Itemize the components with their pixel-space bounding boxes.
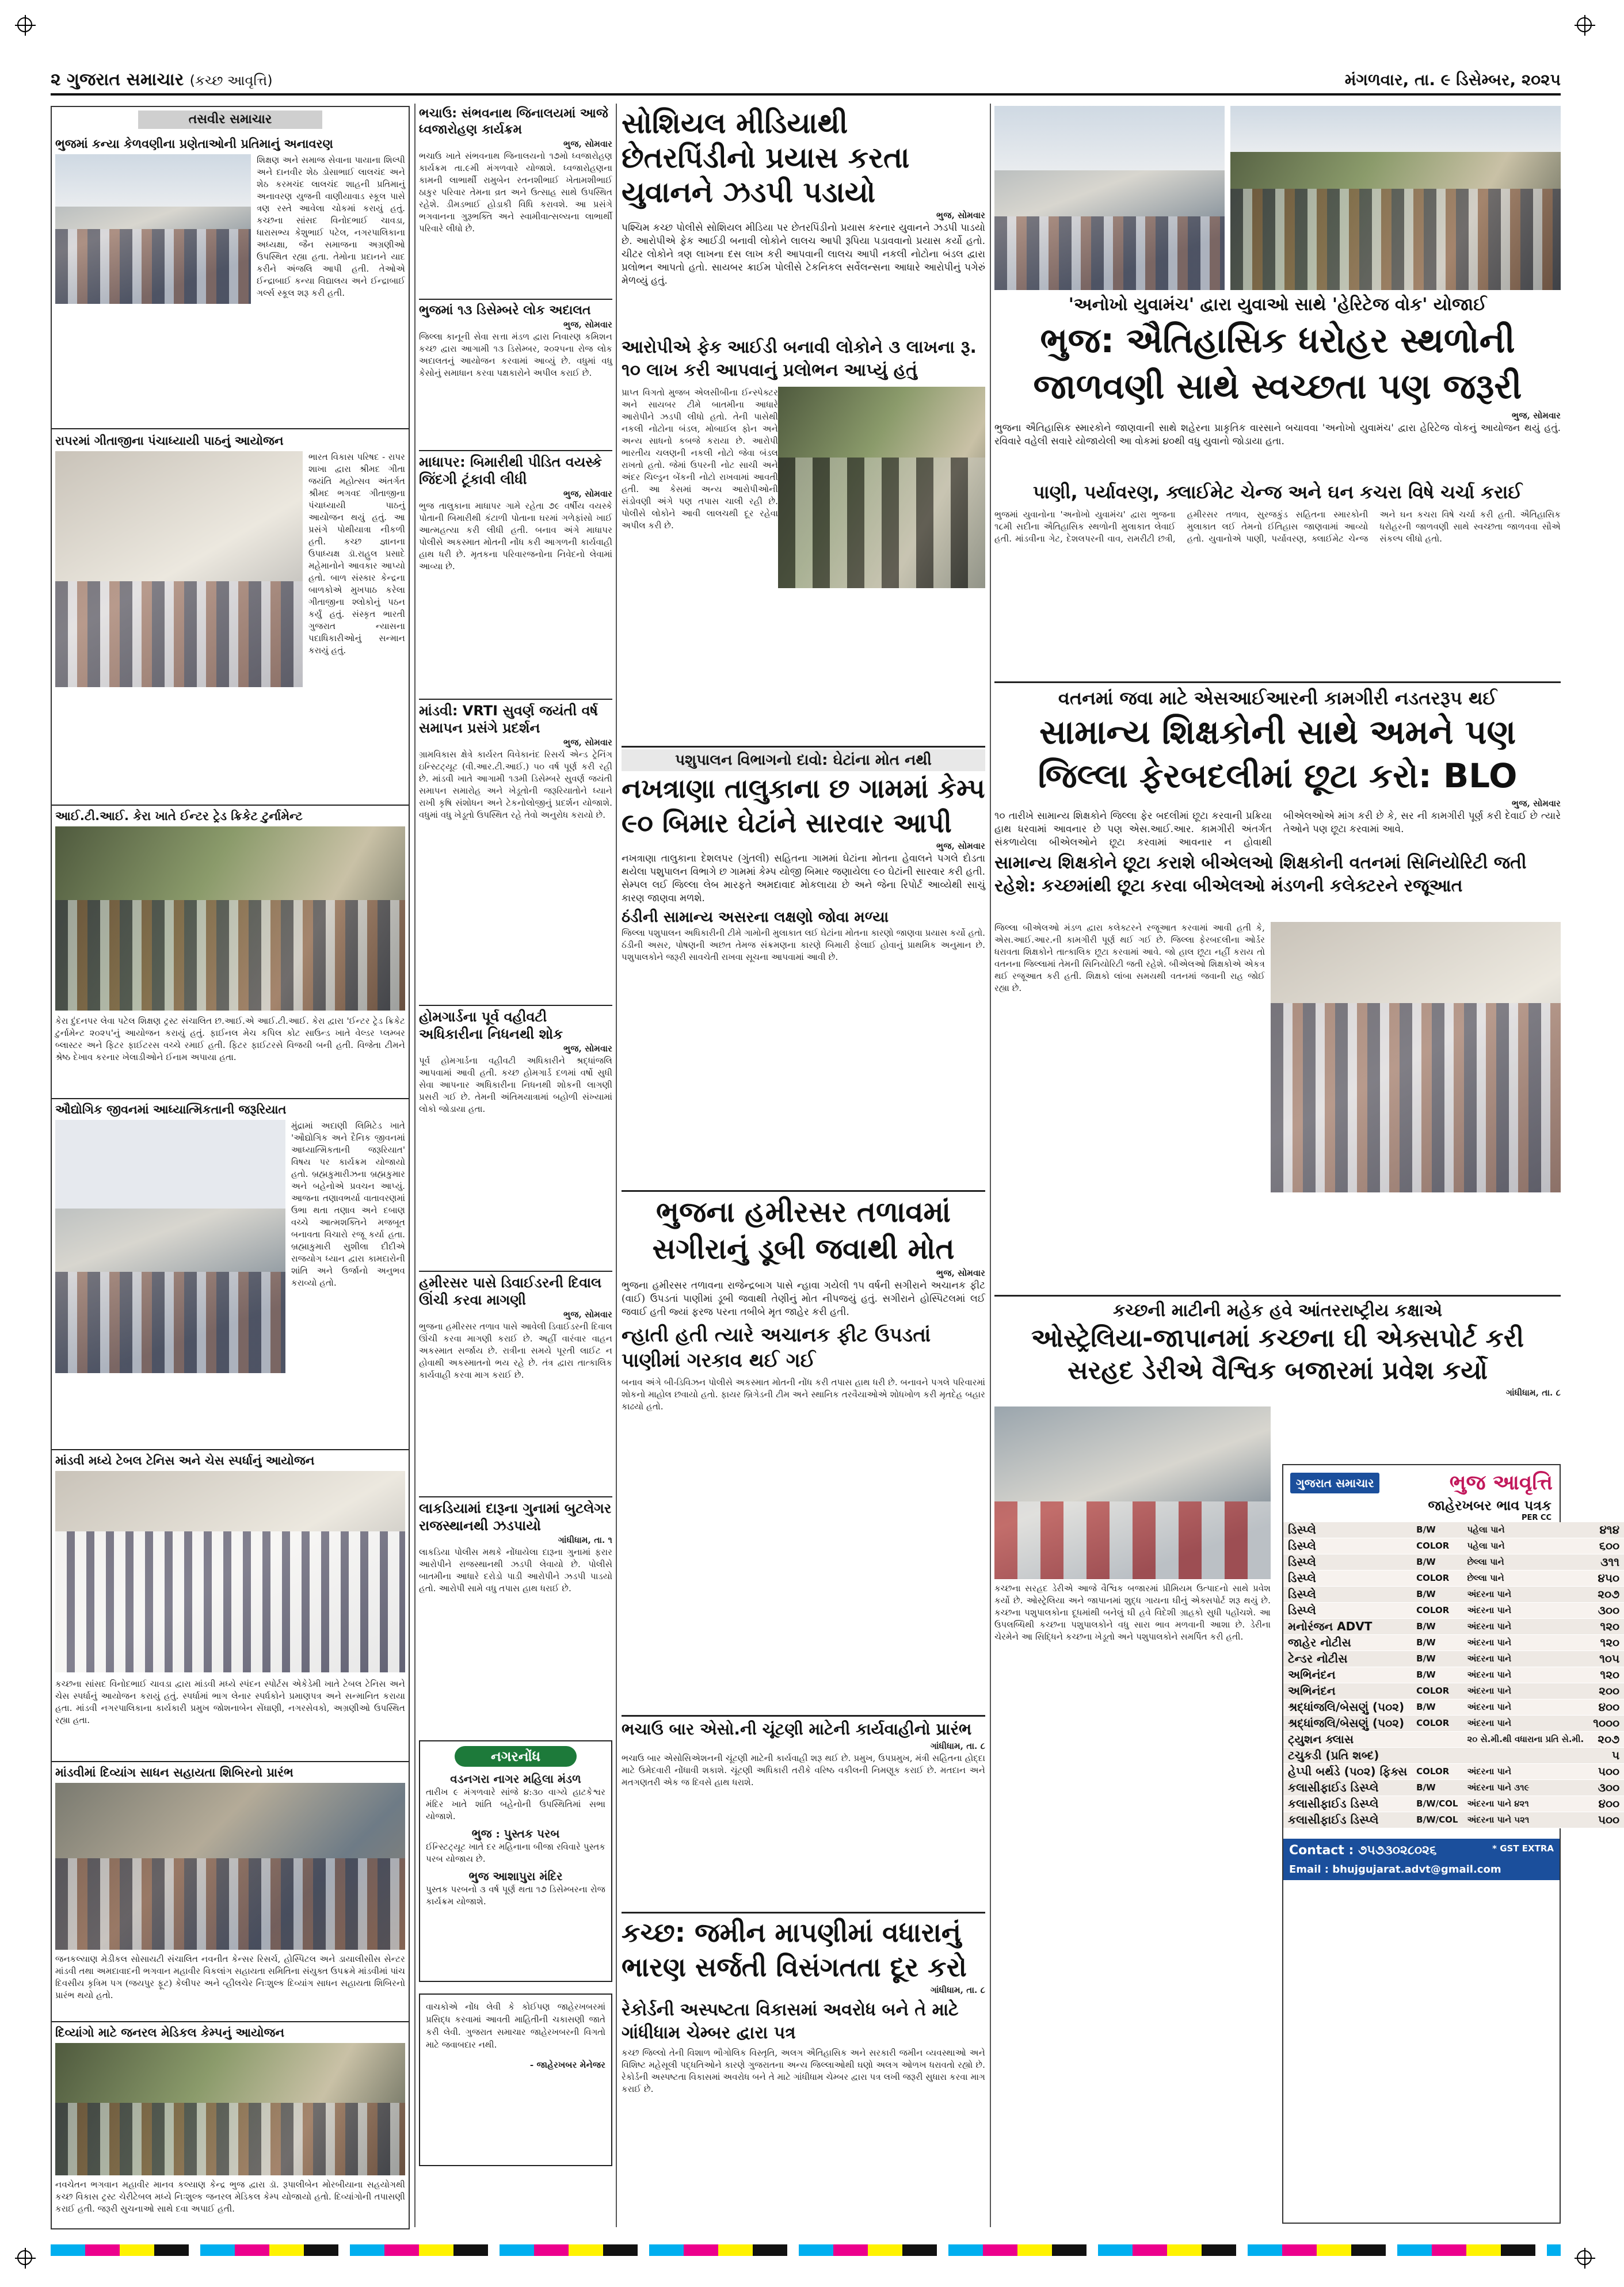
story-social-media-fraud [622,106,985,348]
headline: ભુજમાં કન્યા કેળવણીના પ્રણેતાઓની પ્રતિમાનું અનાવરણ [55,137,333,151]
story-table-tennis [55,1453,405,1758]
rate-price: ૨૦૦ [1588,1683,1624,1699]
rate-type: B/W [1412,1554,1462,1571]
color-calibration-bar [51,2244,1561,2256]
nagar-nondh-box [419,1740,612,1982]
rate-row [1283,1554,1624,1571]
rate-category: ડિસ્પ્લે [1283,1587,1412,1603]
rate-page: પહેલા પાને [1462,1522,1588,1538]
rate-type: COLOR [1412,1603,1462,1619]
news-photo-heritage-group [1230,106,1561,290]
rate-category: ટ્યુશન ક્લાસ [1283,1732,1412,1748]
rate-type: COLOR [1412,1683,1462,1699]
rate-price: ૩૦૦ [1588,1780,1624,1796]
byline: ભુજ, સોમવાર [936,841,985,851]
story-body: ભુજના હમીરસર તળાવના રાજેન્દ્રબાગ પાસે ન્હાવા ગયેલી ૧૫ વર્ષની સગીરાને અચાનક ફીટ (વાઈ) ઉપડતાં પાણીમાં ડૂબી જવાથી તેણીનું મોત નીપજયું હતું. સગીરાને હોસ્પિટલમાં લઈ જવાઈ હતી જ્યાં ફરજ પરના તબીબે મૃત જાહેર કરી હતી. [622,1280,985,1318]
story-body: લાકડિયા પોલીસ મથકે નોંધાયેલા દારૂના ગુનામાં ફરાર આરોપીને રાજસ્થાનથી ઝડપી લેવાયો છે. પોલીસે બાતમીના આધારે દરોડો પાડી આરોપીને ઝડપી પાડયો હતો. આરોપી સામે વધુ તપાસ હાથ ધરાઈ છે. [419,1547,612,1594]
sub-headline: સામાન્ય શિક્ષકોને છૂટા કરાશે બીએલઓ શિક્ષકોની વતનમાં સિનિયોરિટી જતી રહેશે: કચ્છમાંથી છૂટા કરવા બીએલઓ મંડળની કલેક્ટરને રજૂઆત [994,853,1527,896]
news-photo [55,1471,405,1672]
story-body-continued: પ્રાપ્ત વિગતો મુજબ એલસીબીના ઈન્સ્પેક્ટર અને સાયબર ટીમે બાતમીના આધારે આરોપીને ઝડપી લીધો હતો. તેની પાસેથી નકલી નોટોના બંડલ, મોબાઈલ ફોન અને અન્ય સાધનો કબજે કરાયા છે. આરોપી ભારતીય ચલણની નકલી નોટો જેવા બંડલ રાખતો હતો. જેમાં ઉપરની નોટ સાચી અને અંદર ચિલ્ડ્રન બેંકની નોટો રાખવામાં આવતી હતી. આ કેસમાં અન્ય આરોપીઓની સંડોવણી અંગે પણ તપાસ ચાલી રહી છે. પોલીસે લોકોને આવી લાલચથી દૂર રહેવા અપીલ કરી છે. [622,387,778,531]
rate-row [1283,1635,1624,1651]
rate-category: ડિસ્પ્લે [1283,1538,1412,1554]
rate-type: B/W [1412,1522,1462,1538]
rate-type [1412,1748,1462,1764]
rate-price: ૪૧૪ [1588,1522,1624,1538]
story-lok-adalat [419,303,612,447]
kicker: વતનમાં જવા માટે એસઆઈઆરની કામગીરી નડતરરૂપ થઈ [1058,687,1497,709]
rate-page: ૨૦ સે.મી.થી વધારાના પ્રતિ સે.મી. [1462,1732,1588,1748]
rate-row [1283,1796,1624,1812]
rate-category: ટેન્ડર નોટીસ [1283,1651,1412,1667]
story-sheep-camp [622,749,985,1187]
story-medical-camp [55,2025,405,2226]
sub-headline: આરોપીએ ફેક આઈડી બનાવી લોકોને ૩ લાખના રૂ. ૧૦ લાખ કરી આપવાનું પ્રલોભન આપ્યું હતું [622,337,977,380]
story-body: જિલ્લા બીએલઓ મંડળ દ્વારા કલેક્ટરને રજૂઆત કરવામાં આવી હતી કે, એસ.આઈ.આર.ની કામગીરી પૂર્ણ થઈ ગઈ છે. જિલ્લા ફેરબદલીના ઓર્ડર ધરાવતા શિક્ષકોને તાત્કાલિક છૂટા કરવામાં આવે. જો હાલ છૂટા નહીં કરાય તો વતનના જિલ્લામાં તેમની સિનિયોરિટી જતી રહેશે. બીએલઓ શિક્ષકોએ એકત્ર થઈ રજૂઆત કરી હતી. શિક્ષકો લાંબા સમયથી વતનમાં જવાની રાહ જોઈ રહ્યા છે. [994,923,1265,993]
story-body: કચ્છના સાંસદ વિનોદભાઈ ચાવડા દ્વારા માંડવી મધ્યે સ્પંદન સ્પોર્ટસ એકેડેમી ખાતે ટેબલ ટેનિસ અને ચેસ સ્પર્ધાનું આયોજન કરાયું હતું. સ્પર્ધામાં ભાગ લેનાર સ્પર્ધકોને પ્રમાણપત્ર અને સન્માનિત કરાયા હતા. માંડવી નગરપાલિકાના કાર્યકારી પ્રમુખ જોશનાબેન સેંઘાણી, નગરસેવકો, અગ્રણીઓ ઉપસ્થિત રહ્યા હતા. [55,1679,405,1725]
headline: નખત્રાણા તાલુકાના છ ગામમાં કેમ્પ ૯૦ બિમાર ઘેટાંને સારવાર આપી [622,773,985,838]
news-photo [55,826,405,1011]
byline: ભુજ, સોમવાર [563,1043,612,1054]
story-body: પૂર્વ હોમગાર્ડના વહીવટી અધિકારીને શ્રદ્ધાંજલિ આપવામાં આવી હતી. કચ્છ હોમગાર્ડ દળમાં વર્ષો સુધી સેવા આપનાર અધિકારીના નિધનથી શોકની લાગણી પ્રસરી ગઈ છે. તેમની અંતિમયાત્રામાં બહોળી સંખ્યામાં લોકો જોડાયા હતા. [419,1055,612,1114]
contact-phone: ૭૫૭૩૦૨૮૦૨૬ [1358,1843,1437,1858]
headline: ભુજના હમીરસર તળાવમાં સગીરાનું ડૂબી જવાથી મોત [652,1195,955,1266]
page-date: મંગળવાર, તા. ૯ ડિસેમ્બર, ૨૦૨૫ [1344,70,1561,89]
rate-page: અંદરના પાને ૫૨૧ [1462,1812,1588,1828]
byline: ગાંધીધામ, તા. ૧ [558,1535,612,1545]
rate-type: COLOR [1412,1716,1462,1732]
rate-price: ૪૫૦ [1588,1571,1624,1587]
notice-text: ઈન્સ્ટિટ્યૂટ ખાતે દર મહિનાના બીજા રવિવારે પુસ્તક પરબ યોજાય છે. [426,1842,605,1864]
byline: ભુજ, સોમવાર [563,319,612,330]
news-photo-dairy [994,1406,1271,1579]
headline: માંડવીમાં દિવ્યાંગ સાધન સહાયતા શિબિરનો પ્રારંભ [55,1766,293,1779]
byline: ભુજ, સોમવાર [936,210,985,220]
rate-row [1283,1683,1624,1699]
rate-price: ૪૦૦ [1588,1699,1624,1716]
byline: ગાંધીધામ, તા. ૮ [930,1985,985,1995]
rate-page: પહેલા પાને [1462,1538,1588,1554]
disclaimer-text: વાચકોએ નોંધ લેવી કે કોઈપણ જાહેરખબરમાં પ્રસિદ્ધ કરવામાં આવતી માહિતીની ચકાસણી જાતે કરી લેવી. ગુજરાત સમાચાર જાહેરખબરની વિગતો માટે જવાબદાર નથી. [426,2002,605,2050]
per-cc-label: PER CC [1521,1514,1551,1522]
rate-row [1283,1571,1624,1587]
rate-type: COLOR [1412,1764,1462,1780]
column-divider [990,104,991,2227]
gst-note: * GST EXTRA [1492,1843,1554,1854]
edition-label: (કચ્છ આવૃત્તિ) [189,73,273,89]
headline: માંડવી: VRTI સુવર્ણ જયંતી વર્ષ સમાપન પ્રસંગે પ્રદર્શન [419,703,598,736]
email-address[interactable]: bhujgujarat.advt@gmail.com [1332,1863,1501,1876]
rate-price: ૪૦૦ [1588,1796,1624,1812]
story-homeguard [419,1008,612,1267]
rate-card-logo: ગુજરાત સમાચાર [1290,1473,1379,1493]
headline: લાકડિયામાં દારૂના ગુનામાં બુટલેગર રાજસ્થાનથી ઝડપાયો [419,1500,612,1534]
story-divider-wall [419,1274,612,1493]
rate-page: અંદરના પાને [1462,1699,1588,1716]
byline: ગાંધીધામ, તા. ૮ [1505,1388,1561,1398]
rate-row [1283,1812,1624,1828]
byline: ભુજ, સોમવાર [563,1309,612,1320]
rate-card-subtitle: જાહેરખબર ભાવ પત્રક [1428,1497,1551,1514]
email-label: Email : [1289,1863,1329,1876]
notice-text: તારીખ ૯ મંગળવારે સાંજે ૪:૩૦ વાગ્યે હાટકેશ્વર મંદિર ખાતે શાંતિ બહેનોની ઉપસ્થિતિમાં સભા યોજાશે. [426,1787,605,1821]
rate-price: ૧૨૦ [1588,1667,1624,1683]
story-body: કચ્છના સરહદ ડેરીએ આજે વૈશ્વિક બજારમાં પ્રીમિયમ ઉત્પાદનો સાથે પ્રવેશ કર્યો છે. ઓસ્ટ્રેલિયા અને જાપાનમાં શુદ્ધ ગાયના ઘીનું એક્સપોર્ટ શરૂ થયું છે. કચ્છના પશુપાલકોના દૂધમાંથી બનેલું ઘી હવે વિદેશી ગ્રાહકો સુધી પહોંચશે. આ ઉપલબ્ધિથી કચ્છના પશુપાલકોને વધુ સારા ભાવ મળવાની આશા છે. ડેરીના ચેરમેને આ સિદ્ધિને કચ્છના ખેડૂતો અને પશુપાલકોને સમર્પિત કરી હતી. [994,1406,1271,2218]
headline: ભચાઉ બાર એસો.ની ચૂંટણી માટેની કાર્યવાહીનો પ્રારંભ [622,1720,972,1739]
story-body: ૧૦ તારીખે સામાન્ય શિક્ષકોને જિલ્લા ફેર બદલીમાં છૂટા કરવાની પ્રક્રિયા હાથ ધરવામાં આવનાર છે પણ એસ.આઈ.આર. કામગીરી અંતર્ગત સંકળાયેલા બીએલઓને છૂટા કરવામાં આવનાર ન હોવાથી બીએલઓએ માંગ કરી છે કે, સર ની કામગીરી પૂર્ણ કરી દેવાઈ છે ત્યારે તેઓને પણ છૂટા કરવામાં આવે. [994,810,1561,848]
headline: સામાન્ય શિક્ષકોની સાથે અમને પણ જિલ્લા ફેરબદલીમાં છૂટા કરો: BLO [1038,712,1518,795]
rate-row [1283,1603,1624,1619]
story-madhapar [419,453,612,695]
rate-type [1412,1732,1462,1748]
headline: ઓસ્ટ્રેલિયા-જાપાનમાં કચ્છના ઘી એક્સપોર્ટ કરી સરહદ ડેરીએ વૈશ્વિક બજારમાં પ્રવેશ કર્યો [1031,1324,1524,1385]
news-photo [55,2043,405,2175]
rate-category: અભિનંદન [1283,1683,1412,1699]
headline: ભુજમાં ૧૩ ડિસેમ્બરે લોક અદાલત [419,303,591,318]
notice-heading: ભુજ આશાપુરા મંદિર [468,1869,563,1883]
notice-heading: વડનગરા નાગર મહિલા મંડળ [450,1772,581,1786]
rate-type: COLOR [1412,1538,1462,1554]
rate-page: છેલ્લા પાને [1462,1554,1588,1571]
rate-page: અંદરના પાને [1462,1603,1588,1619]
rate-row [1283,1780,1624,1796]
rate-row [1283,1651,1624,1667]
rate-row [1283,1764,1624,1780]
story-body: ભુજના ઐતિહાસિક સ્મારકોને જાણવાની સાથે શહેરના પ્રાકૃતિક વારસાને બચાવવા 'અનોખો યુવામંચ' દ્વારા હેરિટેજ વોકનું આયોજન થયું હતું. રવિવારે વહેલી સવારે યોજાયેલી આ વોકમાં ૪૦થી વધુ યુવાનો જોડાયા હતા. [994,422,1561,447]
headline: દિવ્યાંગો માટે જનરલ મેડિકલ કેમ્પનું આયોજન [55,2026,285,2040]
news-photo [55,1783,405,1950]
story-flag-hoisting [419,106,612,296]
rate-page [1462,1748,1588,1764]
rate-page: અંદરના પાને [1462,1667,1588,1683]
rate-category: કલાસીફાઈડ ડિસ્પ્લે [1283,1812,1412,1828]
rate-page: અંદરના પાને ૩૧૯ [1462,1780,1588,1796]
story-gita-recital [55,433,405,801]
rate-type: COLOR [1412,1571,1462,1587]
kicker: 'અનોખો યુવામંચ' દ્વારા યુવાઓ સાથે 'હેરિટેજ વોક' યોજાઈ [1068,295,1487,315]
story-body: પશ્ચિમ કચ્છ પોલીસે સોશિયલ મીડિયા પર છેતરપિંડીનો પ્રયાસ કરનાર યુવાનને ઝડપી પાડયો છે. આરોપીએ ફેક આઈડી બનાવી લોકોને લાલચ આપી રૂપિયા પડાવવાનો પ્રયાસ કર્યો હતો. ચીટર લોકોને ત્રણ લાખના દસ લાખ કરી આપવાની લાલચ આપી નકલી નોટોના બંડલ દ્વારા પ્રલોભન આપતો હતો. સાયબર ક્રાઈમ પોલીસે ટેકનિકલ સર્વેલન્સના આધારે આરોપીનું પગેરું મેળવ્યું હતું. [622,222,985,287]
right-news-column [994,106,1620,2229]
story-body: શિક્ષણ અને સમાજ સેવાના પાયાના શિલ્પી અને દાનવીર શેઠ ડોસાભાઈ લાલચંદ અને શેઠ કરમચંદ લાલચંદ શાહની પ્રતિમાનું અનાવરણ યુજની વાણીયાવાડ સ્કૂલ પાસે ત્રણ રસ્તે આવેલા ચોકમાં કરાયું હતું. કચ્છના સાંસદ વિનોદભાઈ ચાવડા, ધારાસભ્ય કેશુભાઈ પટેલ, નગરપાલિકાના અધ્યક્ષા, જૈન સમાજના અગ્રણીઓ ઉપસ્થિત રહ્યા હતા. તેમોના પ્રદાનને યાદ કરીને અંજલિ આપી હતી. તેઓએ ઈન્દ્રાબાઈ કન્યા વિદ્યાલય અને ઈન્દ્રાબાઈ ગર્લ્સ સ્કૂલ શરૂ કરી હતી. [257,155,405,298]
headline: ભચાઉ: સંભવનાથ જિનાલયમાં આજે ધ્વજારોહણ કાર્યક્રમ [419,106,608,137]
rate-type: B/W [1412,1651,1462,1667]
rate-type: B/W [1412,1619,1462,1635]
rate-price: ૬૦૦ [1588,1538,1624,1554]
story-disability-camp [55,1764,405,2018]
headline: માંડવી મધ્યે ટેબલ ટેનિસ અને ચેસ સ્પર્ધાનું આયોજન [55,1454,315,1468]
registration-mark [17,2250,32,2265]
kicker: પશુપાલન વિભાગનો દાવો: ઘેટાંના મોત નથી [622,749,985,771]
registration-mark [1577,17,1592,32]
rate-page: અંદરના પાને ૪૨૧ [1462,1796,1588,1812]
sub-headline: રેકોર્ડની અસ્પષ્ટતા વિકાસમાં અવરોધ બને તે માટે ગાંધીધામ ચેમ્બર દ્વારા પત્ર [622,2000,959,2043]
story-body: નવચેતન ભગવાન મહાવીર માનવ કલ્યાણ કેન્દ્ર ભુજ દ્વારા ડૉ. રૂપાલીબેન મોરબીયાના સહયોગથી કચ્છ વિકાસ ટ્રસ્ટ ચેરીટેબલ મધ્યે નિઃશુલ્ક જનરલ મેડિકલ કેમ્પ યોજાયો હતો. દિવ્યાંગોની તપાસણી કરાઈ હતી. જરૂરી સુચનાઓ સાથે દવા અપાઈ હતી. [55,2179,405,2214]
rate-page: અંદરના પાને [1462,1635,1588,1651]
rate-category: જાહેર નોટીસ [1283,1635,1412,1651]
registration-mark [17,17,32,32]
rate-category: ડિસ્પ્લે [1283,1571,1412,1587]
rate-row [1283,1667,1624,1683]
story-body: ગ્રામવિકાસ ક્ષેત્રે કાર્યરત વિવેકાનંદ રિસર્ચ એન્ડ ટ્રેનિંગ ઇન્સ્ટિટ્યૂટ (વી.આર.ટી.આઈ.) ૫૦ વર્ષ પૂર્ણ કરી રહી છે. માંડવી ખાતે આગામી ૧૩મી ડિસેમ્બરે સુવર્ણ જયંતી સમાપન સમારોહ અને ખેડૂતોની જરૂરિયાતોને ધ્યાને રાખી કૃષિ સંશોધન અને ટેકનોલોજીનું પ્રદર્શન યોજાશે. વધુમાં વધુ ખેડૂતો ઉપસ્થિત રહે તેવો અનુરોધ કરાયો છે. [419,749,612,820]
registration-mark [1577,2250,1592,2265]
notice-text: પુસ્તક પરબનો ૩ વર્ષ પૂર્ણ થતા ૧૭ ડિસેમ્બરના રોજ કાર્યક્રમ યોજાશે. [426,1884,605,1907]
headline: હમીરસર પાસે ડિવાઈડરની દિવાલ ઊંચી કરવા માગણી [419,1275,602,1308]
rate-category: ટચુકડી (પ્રતિ શબ્દ) [1283,1748,1412,1764]
sub-headline: પાણી, પર્યાવરણ, ક્લાઈમેટ ચેન્જ અને ઘન કચરા વિષે ચર્ચા કરાઈ [1032,481,1523,503]
story-body: જિલ્લા પશુપાલન અધિકારીની ટીમે ગામોની મુલાકાત લઈ ઘેટાંના મોતના કારણો જાણવા પ્રયાસ કર્યો હતો. ઠંડીની અસર, પોષણની અછત તેમજ સંક્રમણના કારણે બિમારી ફેલાઈ હોવાનું પ્રાથમિક અનુમાન છે. પશુપાલકોને જરૂરી સાવચેતી રાખવા સૂચના આપવામાં આવી છે. [622,928,985,962]
rate-category: કલાસીફાઈડ ડિસ્પ્લે [1283,1780,1412,1796]
rate-type: B/W [1412,1699,1462,1716]
story-drowning [622,1194,985,1712]
rate-row [1283,1716,1624,1732]
contact-label: Contact : [1289,1843,1354,1858]
byline: ભુજ, સોમવાર [563,139,612,149]
headline: ઔદ્યોગિક જીવનમાં આધ્યાત્મિકતાની જરૂરિયાત [55,1103,287,1116]
rate-row [1283,1522,1624,1538]
news-photo-heritage [994,106,1225,290]
notice-heading: ભુજ : પુસ્તક પરબ [471,1827,560,1840]
rate-price: ૫૦૦ [1588,1764,1624,1780]
rate-price: ૩૧૧ [1588,1554,1624,1571]
rate-category: કલાસીફાઈડ ડિસ્પ્લે [1283,1796,1412,1812]
rate-row [1283,1538,1624,1554]
story-body: બનાવ અંગે બી-ડિવિઝન પોલીસે અકસ્માત મોતની નોંધ કરી તપાસ હાથ ધરી છે. બનાવને પગલે પરિવારમાં શોકનો માહોલ છવાયો હતો. ફાયર બ્રિગેડની ટીમ અને સ્થાનિક તરવૈયાઓએ શોધખોળ કરી મૃતદેહ બહાર કાઢયો હતો. [622,1377,985,1412]
rate-type: B/W [1412,1780,1462,1796]
story-body: ભુજના હમીરસર તળાવ પાસે આવેલી ડિવાઈડરની દિવાલ ઊંચી કરવા માગણી કરાઈ છે. અહીં વારંવાર વાહન અકસ્માત સર્જાય છે. રાત્રીના સમયે પૂરતી લાઈટ ન હોવાથી અકસ્માતનો ભય રહે છે. તંત્ર દ્વારા તાત્કાલિક કાર્યવાહી કરવા માગ કરાઈ છે. [419,1321,612,1380]
rate-price: ૫૦૦ [1588,1812,1624,1828]
story-land-survey [622,1915,985,2226]
byline: ભુજ, સોમવાર [1512,410,1561,421]
section-title: તસવીર સમાચાર [138,110,322,129]
news-photo-blo [1271,922,1561,1192]
story-body: જનકલ્યાણ મેડીકલ સોસાયટી સંચાલિત નવનીત કેન્સર રિસર્ચ, હોસ્પિટલ અને ડાયાલીસીસ સેન્ટર માંડવી તથા અમદાવાદની ભગવાન મહાવીર વિકલાંગ સહાયતા સમિતિના સંયુક્ત ઉપક્રમે માંડવીમાં પાંચ દિવસીય કૃત્રિમ પગ (જયપુર ફૂટ) કેલીપર અને વ્હીલચેર નિઃશુલ્ક દિવ્યાંગ સાધન સહાયતા શિબિરનો પ્રારંભ થયો હતો. [55,1954,405,2000]
rate-page: અંદરના પાને [1462,1716,1588,1732]
rate-page: અંદરના પાને [1462,1764,1588,1780]
rate-price: ૧૦૫ [1588,1651,1624,1667]
rate-row [1283,1732,1624,1748]
byline: ગાંધીધામ, તા. ૮ [930,1741,985,1751]
sub-headline: ઠંડીની સામાન્ય અસરના લક્ષણો જોવા મળ્યા [622,909,889,926]
byline: ભુજ, સોમવાર [563,489,612,499]
photo-news-column [51,106,410,2229]
contact-bar [1283,1839,1560,1862]
rate-type: B/W/COL [1412,1812,1462,1828]
story-body: ભચાઉ બાર એસોસિએશનની ચૂંટણી માટેની કાર્યવાહી શરૂ થઈ છે. પ્રમુખ, ઉપપ્રમુખ, મંત્રી સહિતના હોદ્દા માટે ઉમેદવારી નોંધાવી શકાશે. ચૂંટણી અધિકારી તરીકે વરિષ્ઠ વકીલની નિમણૂક કરાઈ છે. મતદાન અને મતગણતરી એક જ દિવસે હાથ ધરાશે. [622,1753,985,1787]
story-statue-unveiling [55,136,405,424]
story-body: મુંદ્રામાં અદાણી લિમિટેડ ખાતે 'ઔદ્યોગિક અને દૈનિક જીવનમાં આધ્યાત્મિકતાની જરૂરિયાત' વિષય પર કાર્યક્રમ યોજાયો હતો. બ્રહ્મકુમારીઝના બ્રહ્મકુમાર અને બહેનોએ પ્રવચન આપ્યું. આજના તણાવભર્યા વાતાવરણમાં ઉભા થતા તણાવ અને દબાણ વચ્ચે આત્મશક્તિને મજબૂત બનાવતા વિચારો રજૂ કર્યા હતા. બ્રહ્માકુમારી સુશીલા દીદીએ રાજયોગ ધ્યાન દ્વારા કામદારોની શાંતિ અને ઉર્જાનો અનુભવ કરાવ્યો હતો. [291,1120,405,1288]
disclaimer-sign: - જાહેરખબર મેનેજર [529,2060,605,2070]
rate-type: B/W [1412,1587,1462,1603]
rate-category: શ્રદ્ધાંજલિ/બેસણું (૫૦૨) [1283,1699,1412,1716]
headline: કચ્છ: જમીન માપણીમાં વધારાનું ભારણ સર્જતી વિસંગતતા દૂર કરો [622,1917,967,1983]
story-bootlegger [419,1500,612,1730]
ad-rate-card [1282,1464,1620,2224]
rate-category: શ્રદ્ધાંજલિ/બેસણું (૫૦૨) [1283,1716,1412,1732]
page-logo: ૨ ગુજરાત સમાચાર [51,70,184,90]
rate-category: ડિસ્પ્લે [1283,1603,1412,1619]
news-photo-accused [778,387,985,588]
headline: રાપરમાં ગીતાજીના પંચાધ્યાયી પાઠનું આયોજન [55,434,284,448]
story-heritage-walk [994,318,1561,479]
story-body: કચ્છ જિલ્લો તેની વિશાળ ભૌગોલિક વિસ્તૃતિ, અલગ ઐતિહાસિક અને સરકારી જમીન વ્યવસ્થાઓ અને વિશિષ્ટ મહેસૂલી પદ્ધતિઓને કારણે ગુજરાતના અન્ય જિલ્લાઓથી ઘણો અલગ ઓળખ ધરાવતો રહ્યો છે. રેકોર્ડની અસ્પષ્ટતા વિકાસમાં અવરોધ બને તે માટે ગાંધીધામ ચેમ્બર દ્વારા પત્ર લખી જરૂરી સુધારા કરવા માગ કરાઈ છે. [622,2048,985,2094]
byline: ભુજ, સોમવાર [936,1268,985,1278]
rate-price: ૧૨૦ [1588,1619,1624,1635]
kicker: કચ્છની માટીની મહેક હવે આંતરરાષ્ટ્રીય કક્ષાએ [1112,1301,1442,1321]
story-vrti [419,702,612,1001]
sub-headline: ન્હાતી હતી ત્યારે અચાનક ફીટ ઉપડતાં પાણીમાં ગરકાવ થઈ ગઈ [622,1324,931,1372]
rate-page: અંદરના પાને [1462,1651,1588,1667]
rate-row [1283,1699,1624,1716]
story-body: નખત્રાણા તાલુકાના દેશલપર (ગુંતલી) સહિતના ગામમાં ઘેટાંના મોતના હેવાલને પગલે દોડતા થયેલા પશુપાલન વિભાગે છ ગામમાં કેમ્પ યોજી બિમાર જણાયેલા ૯૦ ઘેટાંની સારવાર કરી હતી. સેમ્પલ લઈ જિલ્લા લેબ મારફતે અમદાવાદ મોકલાયા છે અને જેના રિપોર્ટ આવ્યેથી સાચું કારણ જાણવા મળશે. [622,853,985,904]
headline: આઈ.ટી.આઈ. કેરા ખાતે ઈન્ટર ટ્રેડ ક્રિકેટ ટુર્નામેન્ટ [55,809,303,823]
story-cricket-tournament [55,808,405,1096]
page-header [51,67,1561,96]
headline: ભુજ: ઐતિહાસિક ધરોહર સ્થળોની જાળવણી સાથે સ્વચ્છતા પણ જરૂરી [1033,321,1522,407]
story-body: ભારત વિકાસ પરિષદ - રાપર શાખા દ્વારા શ્રીમદ ગીતા જયંતિ મહોત્સવ અંતર્ગત શ્રીમદ ભગવદ ગીતાજીના પંચાધ્યાયી પાઠનું આયોજન થયું હતું. આ પ્રસંગે પોથીયાત્રા નીકળી હતી. કચ્છ જ્ઞાનના ઉપાધ્યક્ષ ડૉ.રાહુલ પ્રસાદે મહેમાનોને આવકાર આપ્યો હતો. બાળ સંસ્કાર કેન્દ્રના બાળકોએ મુખપાઠ કરેલા ગીતાજીના શ્લોકોનું પઠન કર્યું હતું. સંસ્કૃત ભારતી ગુજરાત ન્યાસના પદાધિકારીઓનું સન્માન કરાયું હતું. [308,452,405,655]
briefs-column [419,106,612,2229]
disclaimer-box [419,1993,612,2166]
story-body: ભુજ તાલુકાના માધાપર ગામે રહેતા ૭૯ વર્ષીય વયસ્કે પોતાની બિમારીથી કંટાળી પોતાના ઘરમાં ગળેફાંસો ખાઈ આત્મહત્યા કરી લીધી હતી. બનાવ અંગે માધાપર પોલીસે અકસ્માત મોતની નોંધ કરી આગળની કાર્યવાહી હાથ ધરી છે. મૃતકના પરિવારજનોના નિવેદનો લેવામાં આવ્યા છે. [419,501,612,571]
headline: સોશિયલ મીડિયાથી છેતરપિંડીનો પ્રયાસ કરતા યુવાનને ઝડપી પડાયો [622,106,910,209]
byline: ભુજ, સોમવાર [563,737,612,748]
rate-price: ૧૦૦૦ [1588,1716,1624,1732]
rate-type: B/W [1412,1635,1462,1651]
rate-type: B/W [1412,1667,1462,1683]
rate-category: ડિસ્પ્લે [1283,1522,1412,1538]
headline: માધાપર: બિમારીથી પીડિત વયસ્કે જિંદગી ટૂંકાવી લીધી [419,454,603,487]
rate-card-title: ભુજ આવૃત્તિ [1449,1471,1553,1495]
rate-price: ૧૨૦ [1588,1635,1624,1651]
column-divider [414,104,415,2227]
box-title: નગરનોંધ [455,1746,577,1767]
rate-category: ડિસ્પ્લે [1283,1554,1412,1571]
rate-price: ૫ [1588,1748,1624,1764]
story-body: ભચાઉ ખાતે સંભવનાથ જિનાલયનો ૧૭મો ધ્વજારોહણ કાર્યક્રમ તા.૯મી મંગળવારે યોજાશે. ધ્વજારોહણના કામની લાભાર્થી રામુબેન રતનશીભાઈ ખેતામશીભાઈ ઠાકુર પરિવાર તેમના વ્રત અને ઉત્સાહ સાથે ઉપસ્થિત રહેશે. ડીમડભાઈ હોડાકી વિધિ કરાવશે. આ પ્રસંગે ભગવાનના ગુરૂભક્તિ અને સ્વામીવાત્સલ્યના લાભાર્થી પરિવારે લીધો છે. [419,151,612,234]
story-body: જિલ્લા કાનૂની સેવા સત્તા મંડળ દ્વારા નિવારણ કમિશન કચ્છ દ્વારા આગામી ૧૩ ડિસેમ્બર, ૨૦૨૫ના રોજ લોક અદાલતનું આયોજન કરવામાં આવ્યું છે. વધુમાં વધુ કેસોનું સમાધાન કરવા પક્ષકારોને અપીલ કરાઈ છે. [419,331,612,378]
rate-price: ૨૦૭ [1588,1732,1624,1748]
story-body-continued: ભુજમાં યુવાનોના 'અનોખો યુવામંચ' દ્વારા ભુજના ૧૮મી સદીના ઐતિહાસિક સ્થળોની મુલાકાત લેવાઈ હતી. માંડવીના ગેટ, દેશલપરની વાવ, રામરીટી છત્રી, હમીરસર તળાવ, સુરજકુંડ સહિતના સ્મારકોની મુલાકાત લઈ તેમનો ઈતિહાસ જાણવામાં આવ્યો હતો. યુવાનોએ પાણી, પર્યાવરણ, ક્લાઈમેટ ચેન્જ અને ઘન કચરા વિષે ચર્ચા કરી હતી. ઐતિહાસિક ધરોહરની જાળવણી સાથે સ્વચ્છતા જાળવવા સૌએ સંકલ્પ લીધો હતો. [994,509,1561,544]
story-blo-teachers [994,686,1561,1290]
story-bar-association [622,1718,985,1908]
rate-page: છેલ્લા પાને [1462,1571,1588,1587]
rate-table [1283,1522,1624,1828]
rate-category: હેપ્પી બર્થડે (પ૦૨) ફિક્સ [1283,1764,1412,1780]
rate-row [1283,1619,1624,1635]
rate-price: ૨૦૭ [1588,1587,1624,1603]
rate-type: B/W/COL [1412,1796,1462,1812]
email-bar [1283,1862,1560,1880]
rate-price: ૩૦૦ [1588,1603,1624,1619]
rate-page: અંદરના પાને [1462,1587,1588,1603]
column-divider [616,104,617,2227]
story-body: કેરા દુંદનપર લેવા પટેલ શિક્ષણ ટ્રસ્ટ સંચાલિત છ.આઈ.એ આઈ.ટી.આઈ. કેરા દ્વારા 'ઈન્ટર ટ્રેડ ક્રિકેટ ટુર્નામેન્ટ ૨૦૨૫'નું આયોજન કરાયું હતું. ફાઈનલ મેચ કપિલ કોટ સાઉન્ડ ખાતે વેલ્ડર પ્લમ્બર બ્લાસ્ટર અને ફિટર ફાઈટરસ વચ્ચે રમાઈ હતી. ફિટર ફાઈટરસે વિજયી બની હતી. વિજેતા ટીમને શ્રેષ્ઠ દેખાવ કરનાર ખેલાડીઓને ઈનામ અપાયા હતા. [55,1016,405,1062]
rate-row [1283,1587,1624,1603]
main-news-column [622,106,985,2229]
rate-page: અંદરના પાને [1462,1683,1588,1699]
rate-row [1283,1748,1624,1764]
headline: હોમગાર્ડના પૂર્વ વહીવટી અધિકારીના નિધનથી શોક [419,1009,563,1042]
byline: ભુજ, સોમવાર [1512,798,1561,809]
rate-category: અભિનંદન [1283,1667,1412,1683]
rate-page: અંદરના પાને [1462,1619,1588,1635]
rate-category: મનોરંજન ADVT [1283,1619,1412,1635]
story-spirituality [55,1101,405,1447]
